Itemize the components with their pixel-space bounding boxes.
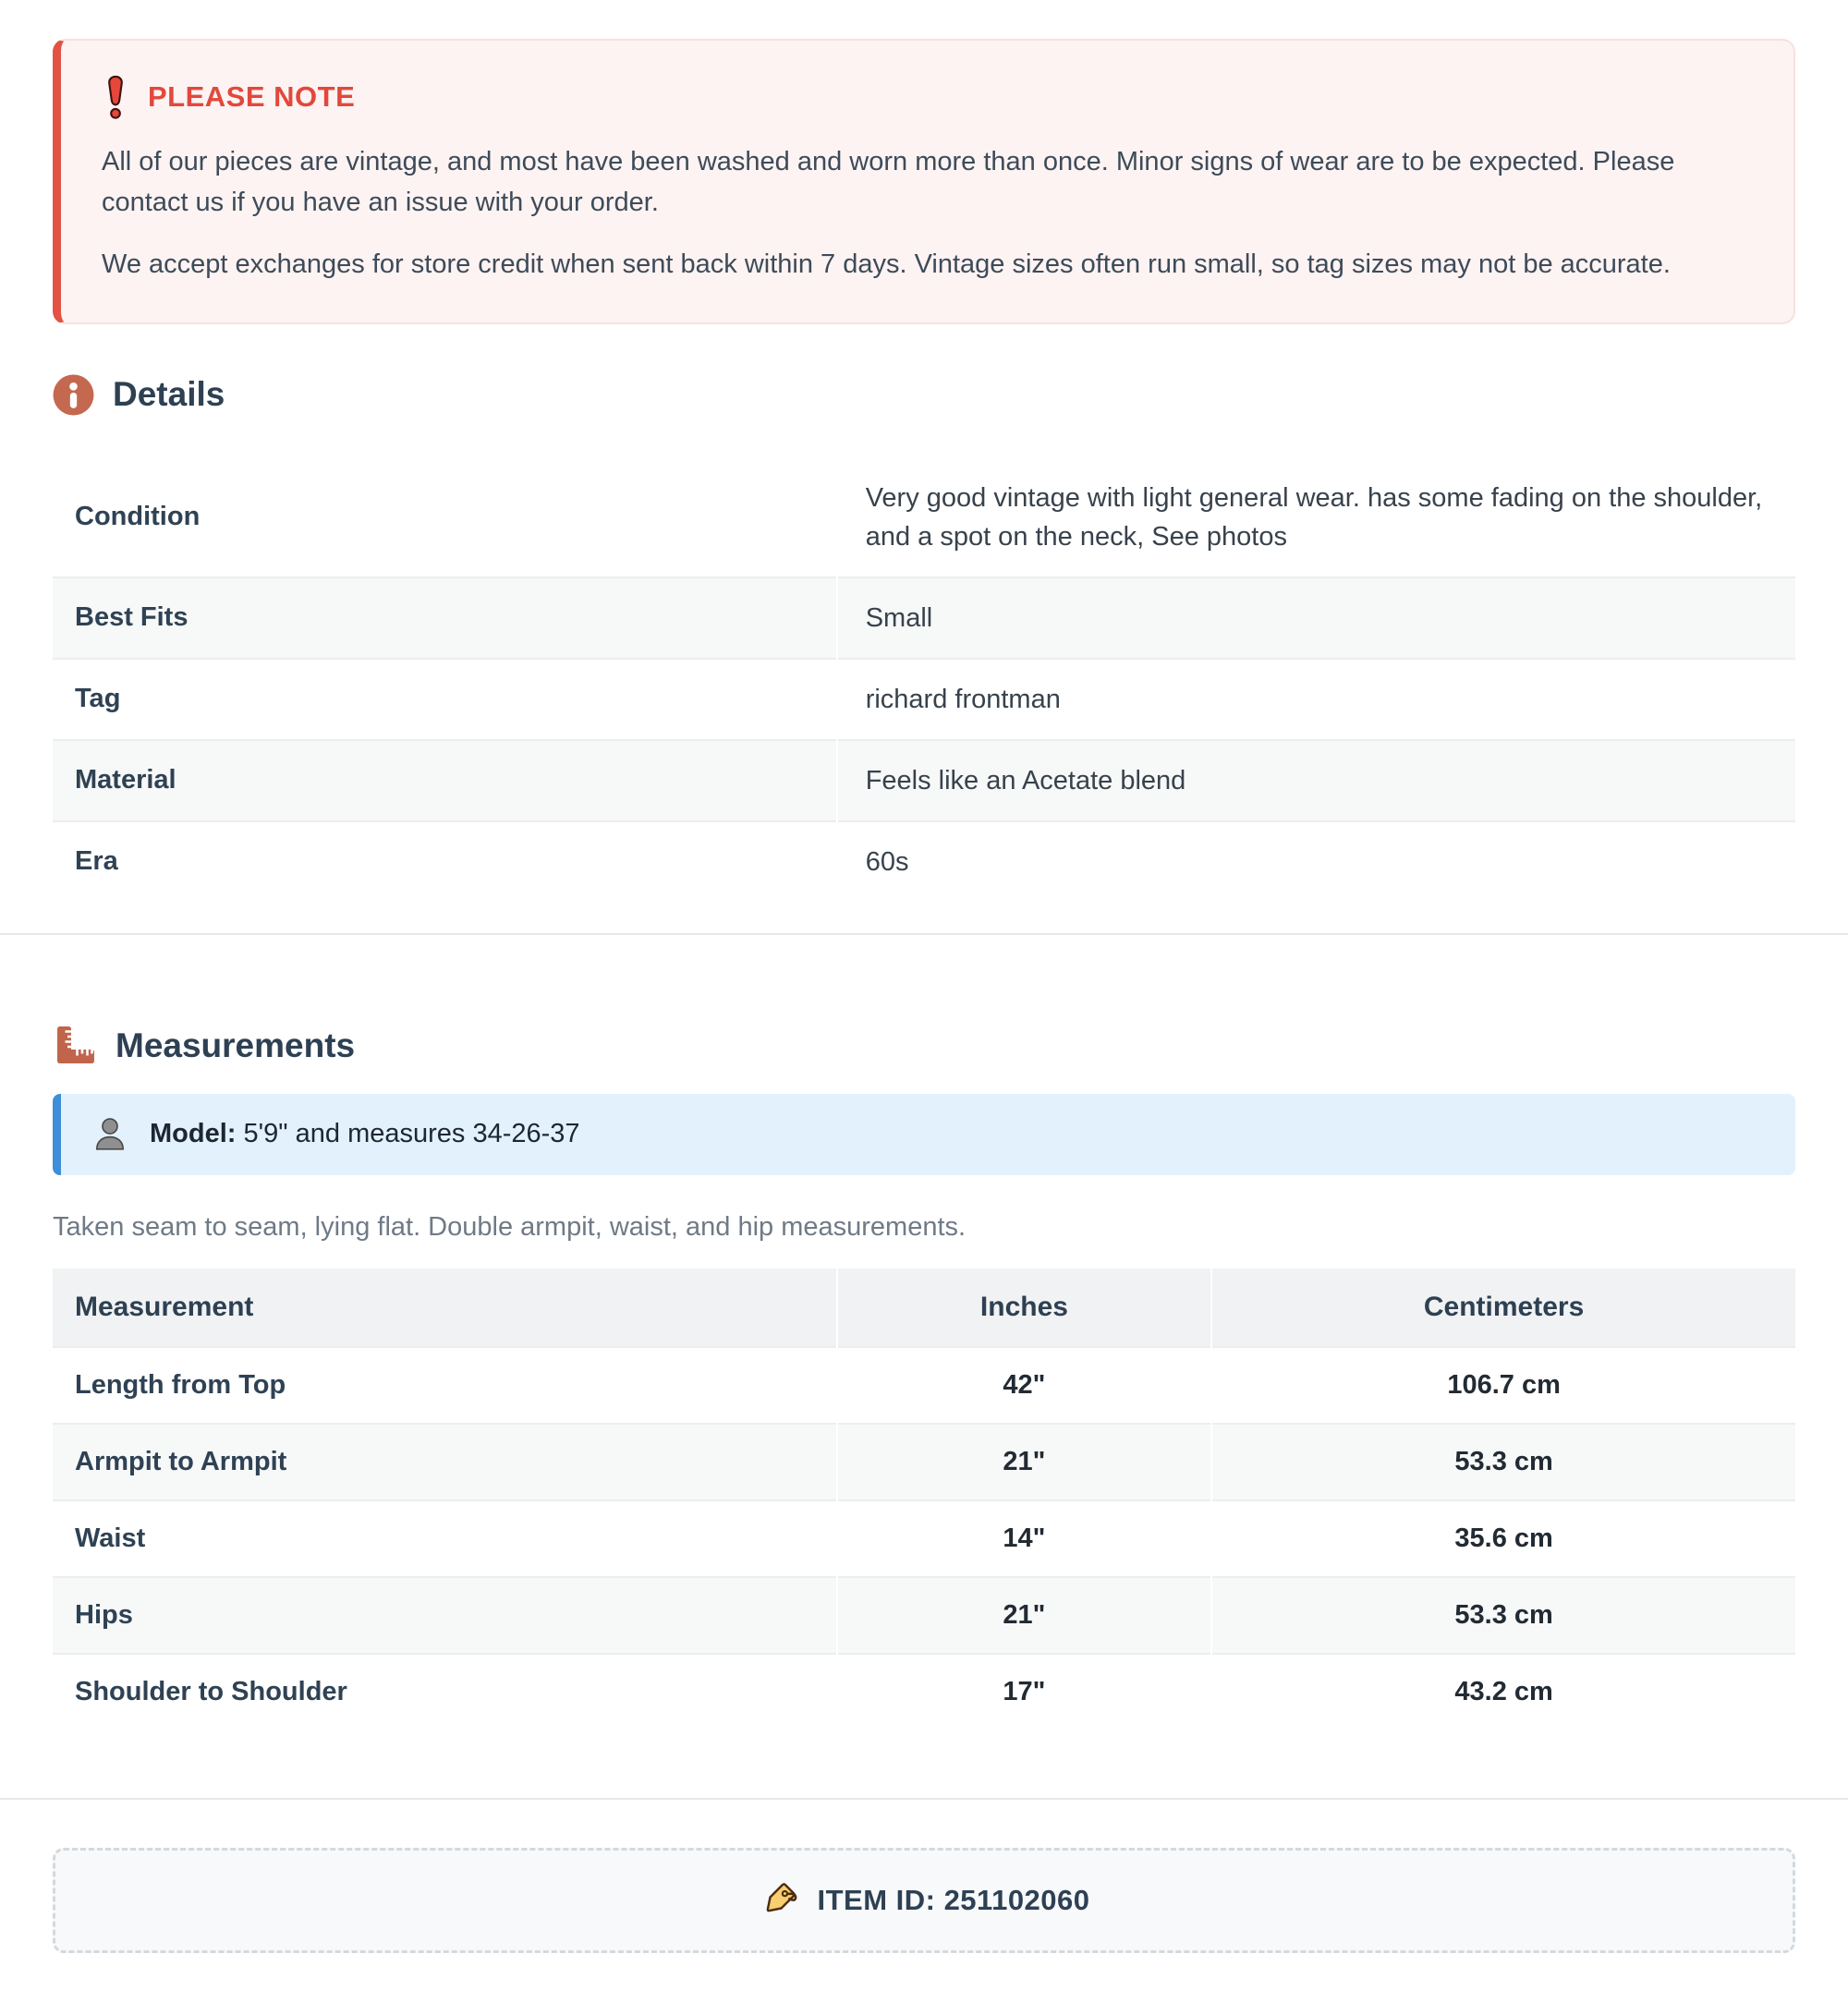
column-header: Measurement — [75, 1291, 254, 1322]
model-value: 5'9" and measures 34-26-37 — [243, 1119, 580, 1149]
measurement-cm: 53.3 cm — [1211, 1577, 1795, 1654]
measurements-heading — [53, 1024, 1795, 1068]
measurement-inches: 21" — [837, 1577, 1211, 1654]
alert-paragraph: We accept exchanges for store credit when sent back within 7 days. Vintage sizes often run small, so tag sizes may not be accurate. — [102, 249, 1671, 279]
measurements-heading-label: Measurements — [116, 1026, 356, 1064]
measurement-cm: 35.6 cm — [1211, 1500, 1795, 1577]
measurement-cm: 53.3 cm — [1211, 1424, 1795, 1500]
measurements-table — [53, 1269, 1795, 1730]
detail-label: Condition — [75, 502, 201, 532]
detail-label: Best Fits — [75, 602, 188, 633]
measurements-section — [53, 1024, 1795, 1730]
table-row — [53, 1347, 1795, 1424]
column-header: Centimeters — [1211, 1269, 1795, 1347]
measurement-label: Armpit to Armpit — [75, 1446, 287, 1476]
table-row — [53, 1577, 1795, 1654]
table-row — [53, 740, 1795, 821]
section-divider — [0, 1798, 1848, 1800]
measurement-cm: 106.7 cm — [1211, 1347, 1795, 1424]
table-row — [53, 659, 1795, 740]
item-id-box — [53, 1848, 1795, 1953]
table-row — [53, 1500, 1795, 1577]
detail-value: Small — [837, 577, 1795, 659]
tag-icon — [758, 1880, 798, 1921]
please-note-alert — [53, 39, 1795, 324]
details-heading-label: Details — [113, 375, 225, 413]
table-header-row — [53, 1269, 1795, 1347]
person-icon — [92, 1116, 128, 1153]
measurement-inches: 17" — [837, 1654, 1211, 1730]
detail-value: richard frontman — [837, 659, 1795, 740]
table-row — [53, 821, 1795, 902]
detail-label: Tag — [75, 684, 121, 714]
section-divider — [0, 933, 1848, 935]
measurement-label: Shoulder to Shoulder — [75, 1676, 347, 1706]
measurement-label: Waist — [75, 1523, 146, 1553]
measurement-note: Taken seam to seam, lying flat. Double armpit, waist, and hip measurements. — [53, 1211, 967, 1242]
detail-label: Material — [75, 765, 176, 795]
model-info-text — [150, 1119, 580, 1149]
table-row — [53, 1654, 1795, 1730]
measurement-label: Length from Top — [75, 1369, 286, 1400]
detail-value: 60s — [837, 821, 1795, 902]
measurement-inches: 21" — [837, 1424, 1211, 1500]
detail-value: Feels like an Acetate blend — [837, 740, 1795, 821]
model-info-banner — [53, 1094, 1795, 1175]
table-row — [53, 1424, 1795, 1500]
item-id-label: ITEM ID: 251102060 — [817, 1883, 1090, 1916]
measurement-label: Hips — [75, 1599, 133, 1630]
measurement-inches: 42" — [837, 1347, 1211, 1424]
details-section — [53, 374, 1795, 902]
detail-value: Very good vintage with light general wear. has some fading on the shoulder, and a spot on the neck, See photos — [837, 458, 1795, 577]
measurement-inches: 14" — [837, 1500, 1211, 1577]
alert-title-row — [102, 74, 1747, 120]
info-icon — [53, 374, 94, 416]
column-header: Inches — [837, 1269, 1211, 1347]
details-table — [53, 458, 1795, 902]
exclamation-icon — [102, 74, 129, 120]
alert-paragraph: All of our pieces are vintage, and most have been washed and worn more than once. Minor signs of wear are to be expected. Please contact us if you have an issue with your order. — [102, 147, 1675, 217]
ruler-icon — [53, 1024, 97, 1068]
alert-title: PLEASE NOTE — [148, 80, 356, 113]
details-heading — [53, 374, 1795, 416]
product-details-page — [0, 39, 1848, 1953]
model-label: Model: — [150, 1119, 237, 1149]
table-row — [53, 577, 1795, 659]
measurement-cm: 43.2 cm — [1211, 1654, 1795, 1730]
detail-label: Era — [75, 846, 118, 877]
table-row — [53, 458, 1795, 577]
